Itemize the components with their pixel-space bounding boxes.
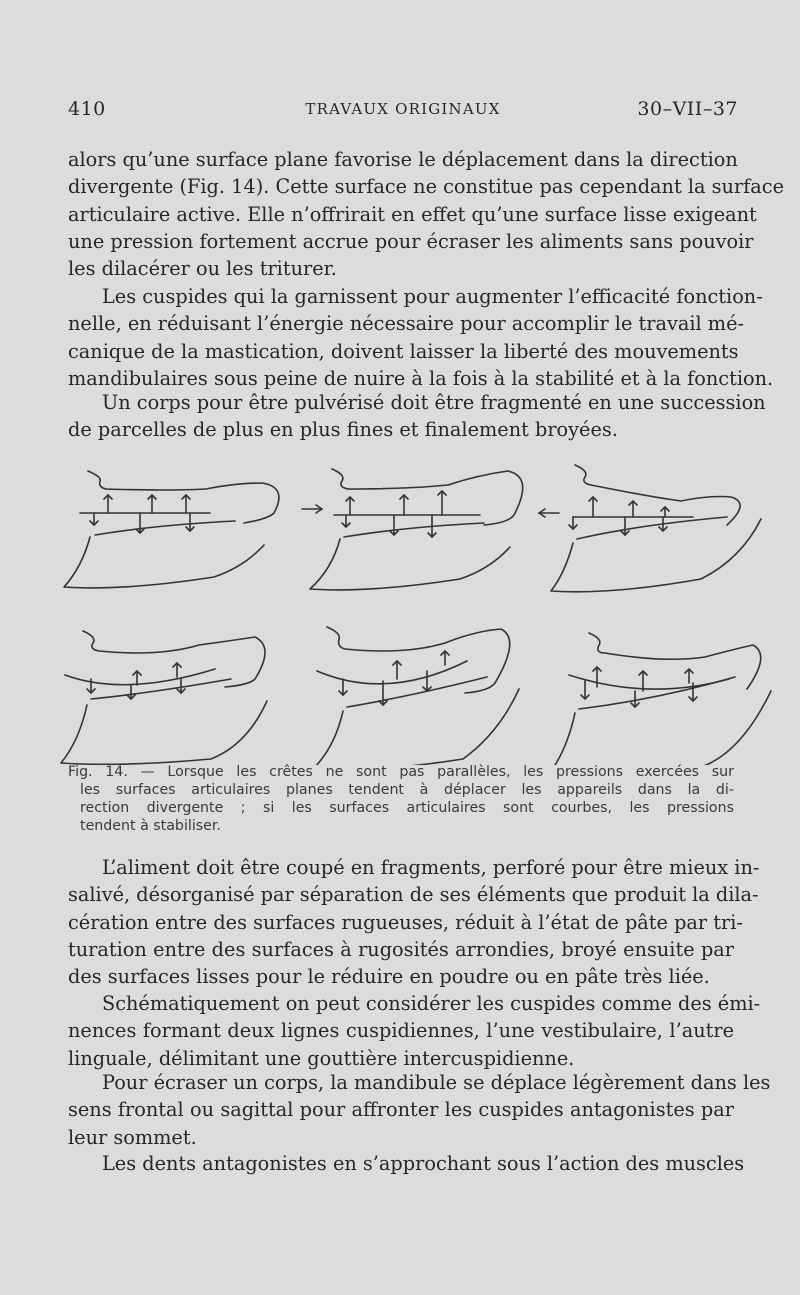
figure-caption [68,763,734,835]
text-line: linguale, délimitant une gouttière intercuspidienne. [68,1046,575,1070]
text-line: L’aliment doit être coupé en fragments, perforé pour être mieux in- [102,856,760,879]
text-line: alors qu’une surface plane favorise le déplacement dans la direction [68,148,738,171]
text-line: Schématiquement on peut considérer les cuspides comme des émi- [102,992,761,1015]
diagram-curved-1 [61,631,267,764]
issue-date: 30–VII–37 [637,98,738,120]
diagram-flat-parallel [64,471,279,588]
page-number: 410 [68,98,106,120]
diagram-divergent-left [539,465,761,592]
paragraph-2 [68,283,774,392]
text-line: nences formant deux lignes cuspidiennes, l’une vestibulaire, l’autre [68,1019,734,1043]
caption-line: rection divergente ; si les surfaces articulaires sont courbes, les pressions [80,800,734,816]
text-line: sens frontal ou sagittal pour affronter les cuspides antagonistes par [68,1098,734,1122]
caption-line: les surfaces articulaires planes tendent à déplacer les appareils dans la di- [80,782,734,798]
diagram-curved-3 [551,633,771,765]
paragraph-6 [68,1069,771,1151]
figure-14 [55,455,785,765]
diagram-curved-2 [313,627,519,765]
text-line: de parcelles de plus en plus fines et finalement broyées. [68,418,618,442]
text-line: articulaire active. Elle n’offrirait en effet qu’une surface lisse exigeant [68,202,757,226]
text-line: leur sommet. [68,1125,197,1149]
text-line: turation entre des surfaces à rugosités arrondies, broyé ensuite par [68,937,734,961]
paragraph-3 [68,389,766,444]
text-line: des surfaces lisses pour le réduire en poudre ou en pâte très liée. [68,965,710,989]
text-line: Un corps pour être pulvérisé doit être fragmenté en une succession [102,391,766,414]
running-title: TRAVAUX ORIGINAUX [305,100,501,118]
text-line: divergente (Fig. 14). Cette surface ne constitue pas cependant la surface [68,175,785,199]
diagram-divergent-right [302,469,523,590]
text-line: les dilacérer ou les triturer. [68,257,337,281]
paragraph-5 [68,990,761,1072]
paragraph-7 [68,1150,745,1177]
text-line: Pour écraser un corps, la mandibule se déplace légèrement dans les [102,1071,771,1094]
paragraph-4 [68,854,760,990]
text-line: mandibulaires sous peine de nuire à la fois à la stabilité et à la fonction. [68,366,774,390]
text-line: une pression fortement accrue pour écraser les aliments sans pouvoir [68,229,754,253]
text-line: salivé, désorganisé par séparation de ses éléments que produit la dila- [68,883,759,907]
paragraph-1 [68,146,785,282]
text-line: Les cuspides qui la garnissent pour augmenter l’efficacité fonction- [102,285,763,308]
text-line: canique de la mastication, doivent laisser la liberté des mouvements [68,339,739,363]
caption-line: Fig. 14. — Lorsque les crêtes ne sont pas parallèles, les pressions exercées sur [68,764,734,780]
figure-14-drawings [55,455,785,765]
text-line: cération entre des surfaces rugueuses, réduit à l’état de pâte par tri- [68,910,743,934]
text-line: nelle, en réduisant l’énergie nécessaire pour accomplir le travail mé- [68,312,745,336]
running-header [68,98,738,128]
caption-line: tendent à stabiliser. [80,818,221,834]
text-line: Les dents antagonistes en s’approchant sous l’action des muscles [102,1152,745,1175]
